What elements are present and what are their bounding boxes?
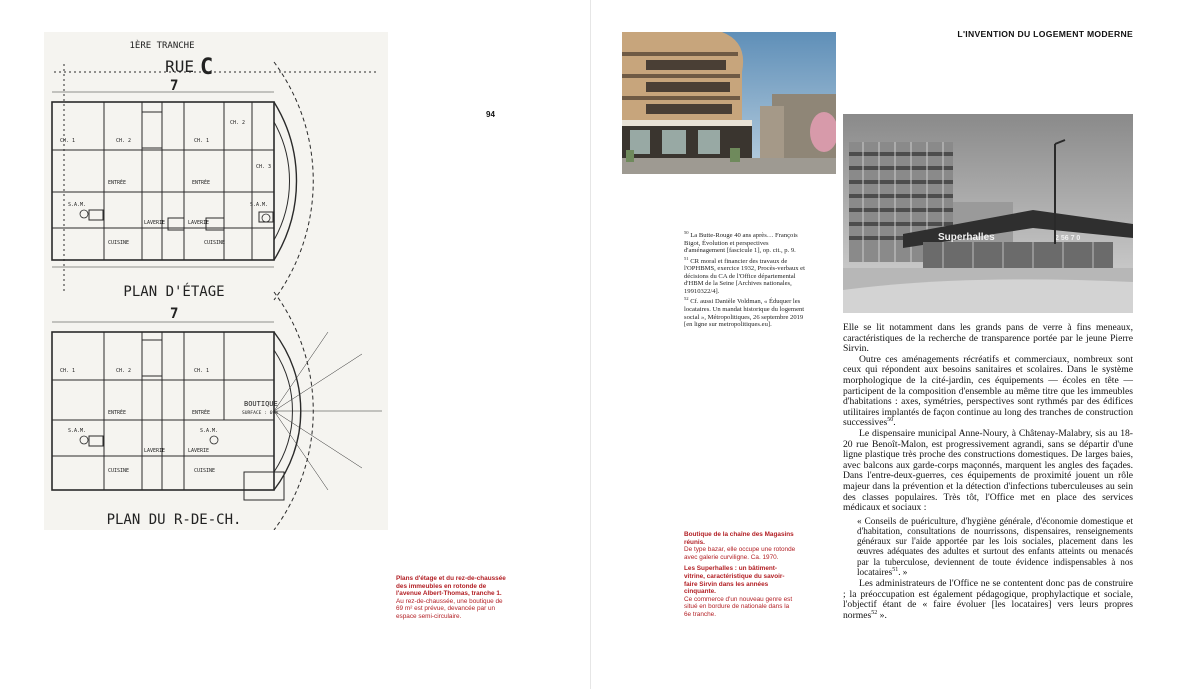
entry-upper-left: ENTRÉE <box>108 180 127 186</box>
dining-lower-left: S.A.M. <box>68 428 87 434</box>
footnote-51 <box>684 255 808 296</box>
room-ch1-lower: CH. 1 <box>60 368 76 374</box>
plan-marker-lower: 7 <box>170 306 179 322</box>
body-paragraph-1: Elle se lit notamment dans les grands pans de verre à fins meneaux, caractéristiques de la recherche de transparence portée par le jeune Pierre Sirvin. <box>843 322 1133 355</box>
room-ch1-lower-right: CH. 1 <box>194 368 210 374</box>
body-p2-note: 50 <box>887 417 894 424</box>
dining-upper-right: S.A.M. <box>250 202 269 208</box>
body-paragraph-4 <box>843 579 1133 621</box>
floor-plan-drawing <box>44 32 388 530</box>
kitchen-upper-right: CUISINE <box>204 240 226 246</box>
body-p4-end: ». <box>877 609 887 621</box>
room-ch1-upper-right: CH. 1 <box>194 138 210 144</box>
plan-street: RUE <box>165 57 194 76</box>
superhalles-sign: Superhalles <box>938 232 995 243</box>
room-ch2-upper-right: CH. 2 <box>230 120 246 126</box>
plan-caption-text: Au rez-de-chaussée, une boutique de 69 m² est prévue, devancée par un espace semi-circulaire. <box>396 597 503 620</box>
body-p4-text: Les administrateurs de l'Office ne se contentent donc pas de construire ; la préoccupation est également pédagogique, prophylactique et sociale, l'objectif étant de « faire évoluer [les locataires] vers leurs propres normes <box>843 577 1133 621</box>
caption-superhalles-text: Ce commerce d'un nouveau genre est situé en bordure de nationale dans la 6e tranche. <box>684 595 793 618</box>
photo-superhalles <box>843 114 1133 313</box>
photo-rotonde-svg <box>622 32 836 174</box>
photo-captions <box>684 531 796 623</box>
body-p4-note: 52 <box>871 609 878 616</box>
body-quote <box>857 516 1133 577</box>
plan-street-letter: C <box>200 55 214 80</box>
room-ch2-lower: CH. 2 <box>116 368 132 374</box>
running-head: L'INVENTION DU LOGEMENT MODERNE <box>957 29 1133 39</box>
dining-lower-right: S.A.M. <box>200 428 219 434</box>
dining-upper-left: S.A.M. <box>68 202 87 208</box>
footnote-51-num: 51 <box>684 255 689 261</box>
kitchen-upper-left: CUISINE <box>108 240 130 246</box>
footnote-50-num: 50 <box>684 230 689 235</box>
plan-lower-title: PLAN DU R-DE-CH. <box>106 512 242 528</box>
plan-caption <box>396 575 506 621</box>
plan-shop: BOUTIQUE <box>244 400 278 408</box>
body-quote-text: « Conseils de puériculture, d'hygiène générale, d'économie domestique et d'habitation, consultations de nourrissons, dispensaires, renseignements généraux sur l'aide apportée par les lois sociales, placement dans les œuvres adéquates des adultes et surtout des enfants atteints ou menacés par la tuberculose, deviennent de toute évidence indispensables à nos locataires <box>857 515 1133 577</box>
photo-rotonde-shop <box>622 32 836 174</box>
page-gutter <box>590 0 591 689</box>
room-ch3-upper: CH. 3 <box>256 164 272 170</box>
laundry-lower-right: LAVERIE <box>188 448 210 454</box>
footnote-52 <box>684 295 808 328</box>
page-number: 94 <box>486 110 495 119</box>
floor-plan-svg <box>44 32 388 530</box>
photo-superhalles-svg <box>843 114 1133 313</box>
superhalles-sign-price: 2 56 7 0 <box>1055 235 1081 242</box>
body-text <box>843 323 1133 621</box>
kitchen-lower-left: CUISINE <box>108 468 130 474</box>
caption-magasins-text: De type bazar, elle occupe une rotonde avec galerie curviligne. Ca. 1970. <box>684 546 796 561</box>
footnote-52-num: 52 <box>684 296 689 302</box>
footnote-50-text: La Butte-Rouge 40 ans après… François Bigot, Évolution et perspectives d'aménagement [fascicule 1], op. cit., p. 9. <box>684 232 798 255</box>
laundry-upper-right: LAVERIE <box>188 220 210 226</box>
room-ch1-upper: CH. 1 <box>60 138 76 144</box>
entry-lower-right: ENTRÉE <box>192 410 211 416</box>
plan-shop-area: SURFACE : 69m <box>242 411 278 416</box>
plan-caption-title: Plans d'étage et du rez-de-chaussée des immeubles en rotonde de l'avenue Albert-Thomas, tranche 1. <box>396 575 506 598</box>
caption-superhalles-title: Les Superhalles : un bâtiment-vitrine, caractéristique du savoir-faire Sirvin dans les années cinquante. <box>684 565 785 596</box>
caption-superhalles <box>684 565 796 618</box>
footnotes <box>684 229 808 329</box>
body-paragraph-2: Outre ces aménagements récréatifs et commerciaux, nombreux sont ceux qui répondent aux besoins sanitaires et scolaires. Dans le système morphologique de la cité-jardin, ces équipements — écoles en tête — participent de la composition d'ensemble au même titre que les immeubles d'habitations : axes, symétries, perspectives sont rythmés par des édifices utilitaires implantés de façon continue au long des tranches de construction successives$^{50}$. <box>843 353 1133 429</box>
body-quote-end: . » <box>898 566 908 577</box>
footnote-51-text: CR moral et financier des travaux de l'OPHBMS, exercice 1932, Procès-verbaux et décisions du CA de l'Office départemental d'HBM de la Seine [Archives nationales, 19910322/4]. <box>684 257 805 295</box>
laundry-lower-left: LAVERIE <box>144 448 166 454</box>
body-p2-text: Outre ces aménagements récréatifs et commerciaux, nombreux sont ceux qui répondent aux besoins sanitaires et scolaires. Dans le système morphologique de la cité-jardin, ces équipements — écoles en tête — participent de la composition d'ensemble au même titre que les immeubles d'habitations : axes, symétries, perspectives sont rythmés par des édifices utilitaires implantés de façon continue au long des tranches de construction successives <box>843 353 1133 429</box>
room-ch2-upper: CH. 2 <box>116 138 132 144</box>
entry-lower-left: ENTRÉE <box>108 410 127 416</box>
footnote-52-text: Cf. aussi Danièle Voldman, « Éduquer les locataires. Un mandat historique du logement social », Métropolitiques, 26 septembre 2019 [en ligne sur metropolitiques.eu]. <box>684 298 805 329</box>
laundry-upper-left: LAVERIE <box>144 220 166 226</box>
plan-upper-title: PLAN D'ÉTAGE <box>123 284 225 300</box>
body-paragraph-3: Le dispensaire municipal Anne-Noury, à Châtenay-Malabry, sis au 18-20 rue Benoît-Malon, est progressivement agrandi, sans se départir d'une ligne plastique très proche des constructions domestiques. De larges baies, avec balcons aux garde-corps maçonnés, marquent les angles des façades. Dans l'entre-deux-guerres, ces équipements de proximité jouent un rôle majeur dans la prévention et la détection d'infections tuberculeuses au sein des classes populaires. Très tôt, l'Office met en place des services médicaux et sociaux : <box>843 427 1133 514</box>
plan-tranche: 1ÈRE TRANCHE <box>129 41 195 51</box>
kitchen-lower-right: CUISINE <box>194 468 216 474</box>
plan-marker-upper: 7 <box>170 78 179 94</box>
entry-upper-right: ENTRÉE <box>192 180 211 186</box>
caption-magasins-title: Boutique de la chaîne des Magasins réunis. <box>684 531 794 546</box>
footnote-50 <box>684 229 808 255</box>
caption-magasins-reunis <box>684 531 796 561</box>
body-quote-note: 51 <box>892 566 899 573</box>
